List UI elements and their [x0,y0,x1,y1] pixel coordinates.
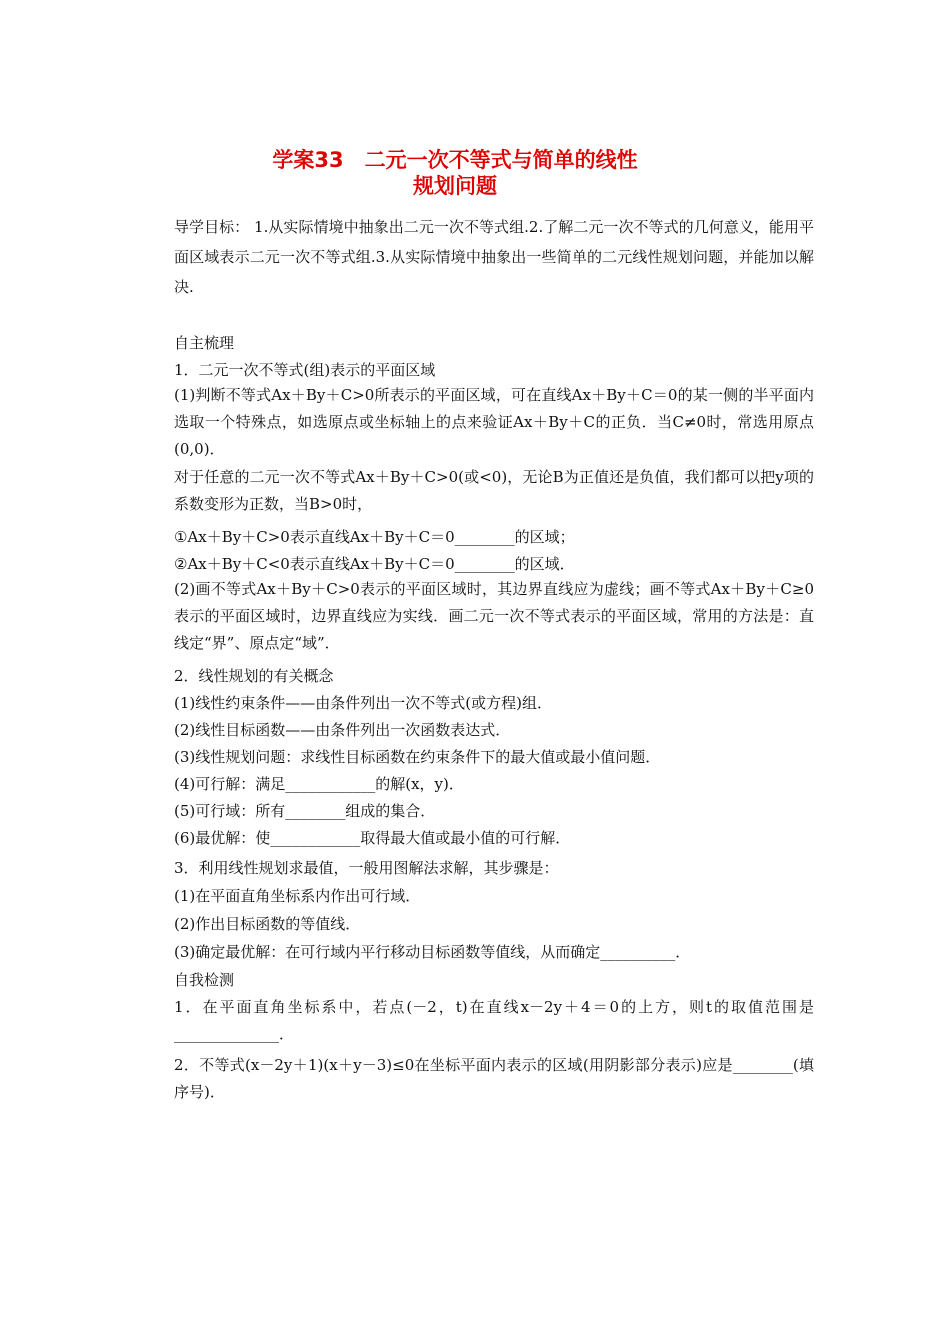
section-1-paragraph-1-text: (1)判断不等式Ax＋By＋C>0所表示的平面区域，可在直线Ax＋By＋C＝0的某一侧的半平面内选取一个特殊点，如选原点或坐标轴上的点来验证Ax＋By＋C的正负．当C≠0时，常选用原点(0,0)． [174,386,814,458]
heading-self-test: 自我检测 [174,971,235,989]
heading-self-review: 自主梳理 [174,334,235,352]
section-3-line-1: (1)在平面直角坐标系内作出可行域． [174,887,421,905]
section-1-paragraph-2 [144,464,814,518]
section-2-line-3: (3)线性规划问题：求线性目标函数在约束条件下的最大值或最小值问题． [174,748,661,766]
question-2 [144,1052,814,1106]
learning-goals [144,212,814,302]
document-title-line1: 学案33 二元一次不等式与简单的线性 [272,148,638,172]
section-2-line-1: (1)线性约束条件——由条件列出一次不等式(或方程)组． [174,694,552,712]
section-3-title: 3．利用线性规划求最值，一般用图解法求解，其步骤是： [174,859,559,877]
section-1-item-2: ②Ax＋By＋C<0表示直线Ax＋By＋C＝0________的区域． [174,555,575,573]
section-1-paragraph-1 [144,382,814,463]
section-3-line-3: (3)确定最优解：在可行域内平行移动目标函数等值线，从而确定__________． [174,943,691,961]
section-1-title: 1．二元一次不等式(组)表示的平面区域 [174,361,436,379]
section-1-paragraph-3 [144,576,814,657]
section-2-title: 2．线性规划的有关概念 [174,667,334,685]
section-2-line-2: (2)线性目标函数——由条件列出一次函数表达式． [174,721,511,739]
section-2-line-6: (6)最优解：使____________取得最大值或最小值的可行解． [174,829,571,847]
section-2-line-4: (4)可行解：满足____________的解(x，y)． [174,775,464,793]
section-1-paragraph-3-text: (2)画不等式Ax＋By＋C>0表示的平面区域时，其边界直线应为虚线；画不等式Ax＋By＋C≥0表示的平面区域时，边界直线应为实线．画二元一次不等式表示的平面区域，常用的方法是：直线定“界”、原点定“域”． [174,580,814,652]
question-2-text: 2．不等式(x－2y＋1)(x＋y－3)≤0在坐标平面内表示的区域(用阴影部分表示)应是________(填序号)． [174,1056,814,1101]
section-3-line-2: (2)作出目标函数的等值线． [174,915,361,933]
question-1-text: 1．在平面直角坐标系中，若点(－2，t)在直线x－2y＋4＝0的上方，则t的取值范围是______________． [174,998,814,1043]
document-title-line2: 规划问题 [413,174,497,198]
section-1-item-1: ①Ax＋By＋C>0表示直线Ax＋By＋C＝0________的区域； [174,528,575,546]
question-1 [144,994,814,1048]
section-2-line-5: (5)可行域：所有________组成的集合． [174,802,436,820]
section-1-paragraph-2-text: 对于任意的二元一次不等式Ax＋By＋C>0(或<0)，无论B为正值还是负值，我们都可以把y项的系数变形为正数，当B>0时， [174,468,814,513]
learning-goals-text: 导学目标： 1.从实际情境中抽象出二元一次不等式组.2.了解二元一次不等式的几何意义，能用平面区域表示二元一次不等式组.3.从实际情境中抽象出一些简单的二元线性规划问题，并能加以解决. [174,218,814,296]
